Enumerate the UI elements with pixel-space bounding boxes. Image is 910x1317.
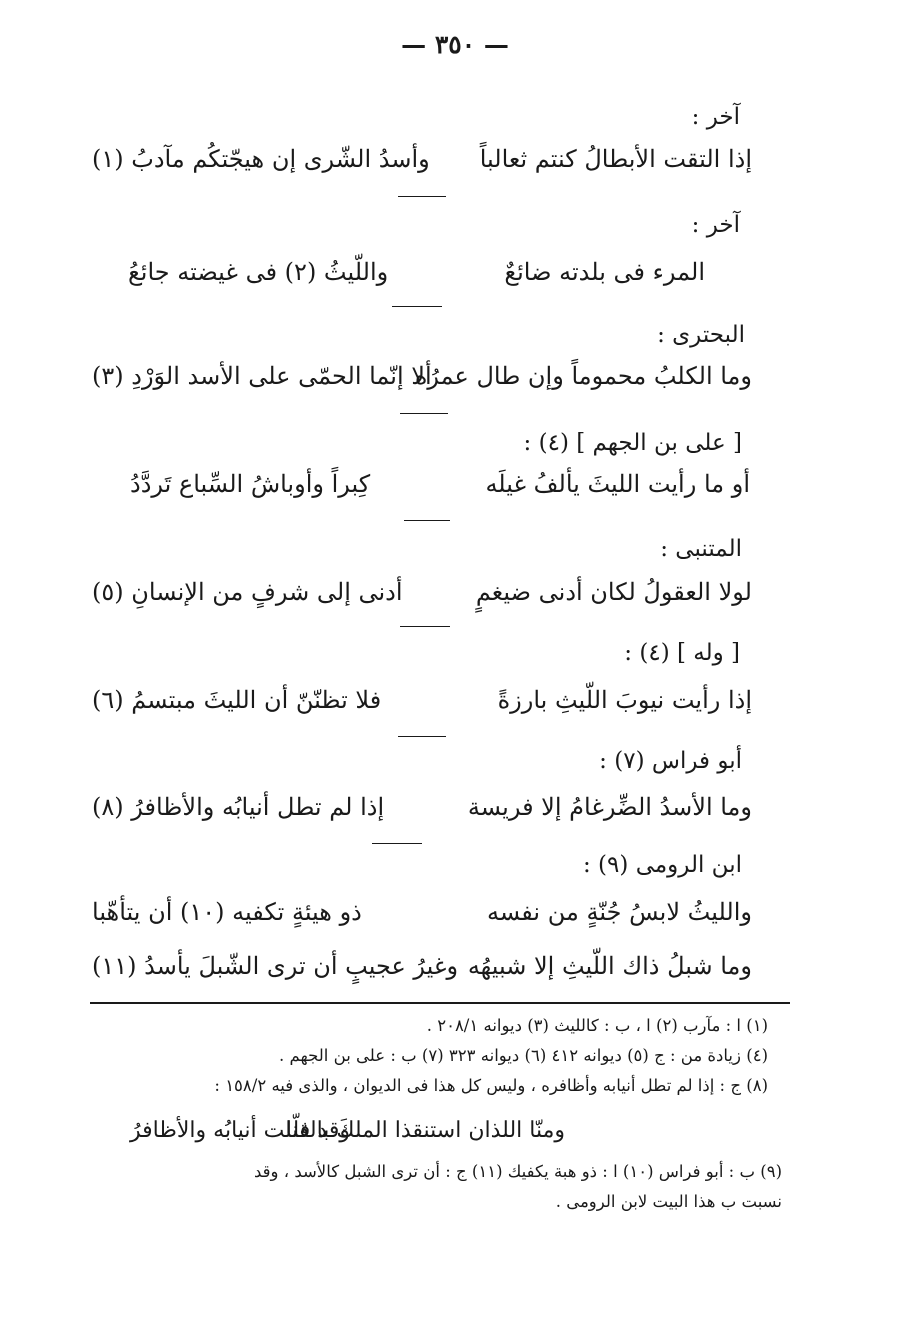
- verse-second-hemistich: كِبراً وأوباشُ السِّباع تَردَّدُ: [130, 470, 371, 498]
- verse-first-hemistich: والليثُ لابسُ جُنّةٍ من نفسه: [487, 898, 752, 926]
- verse-first-hemistich: وما شبلُ ذاك اللّيثِ إلا شبيهُه: [467, 952, 752, 980]
- verse-second-hemistich: وأسدُ الشّرى إن هيجّتكُم مآدبُ (١): [92, 145, 430, 173]
- verse-second-hemistich: ألا إنّما الحمّى على الأسد الوَرْدِ (٣): [92, 362, 432, 390]
- verse-second-hemistich: إذا لم تطل أنيابُه والأظافرُ (٨): [92, 793, 385, 821]
- footnote-verse-first-hemistich: ومنّا اللذان استنقذا الملكَ بالقنا: [285, 1118, 565, 1143]
- page-number: — ٣٥٠ —: [401, 30, 509, 59]
- verse-separator: [404, 520, 450, 521]
- poet-label: [ وله ] (٤) :: [624, 640, 740, 666]
- verse-first-hemistich: إذا رأيت نيوبَ اللّيثِ بارزةً: [497, 686, 752, 714]
- verse-separator: [400, 413, 448, 414]
- poet-label: آخر :: [691, 104, 740, 130]
- verse-second-hemistich: فلا تظنّنّ أن الليثَ مبتسمُ (٦): [92, 686, 382, 714]
- verse-first-hemistich: وما الكلبُ محموماً وإن طال عمرُه: [414, 362, 752, 390]
- poet-label: المتنبى :: [660, 536, 742, 562]
- footnote-line: (٩) ب : أبو فراس (١٠) ا : ذو هبة يكفيك (١١) ج : أن ترى الشبل كالأسد ، وقد: [253, 1162, 782, 1181]
- footnote-line: نسبت ب هذا البيت لابن الرومى .: [555, 1192, 782, 1211]
- verse-separator: [392, 306, 442, 307]
- verse-second-hemistich: ذو هيئةٍ تكفيه (١٠) أن يتأهّبا: [92, 898, 362, 926]
- footnote-verse-second-hemistich: وقد فلّلت أنيابُه والأظافرُ: [130, 1118, 350, 1143]
- footnote-line: (٤) زيادة من : ج (٥) ديوانه ٤١٢ (٦) ديوانه ٣٢٣ (٧) ب : على بن الجهم .: [279, 1046, 768, 1065]
- footnote-line: (١) ا : مآرب (٢) ا ، ب : كالليث (٣) ديوانه ٢٠٨/١ .: [426, 1016, 768, 1035]
- footnote-line: (٨) ج : إذا لم تطل أنيابه وأظافره ، وليس كل هذا فى الديوان ، والذى فيه ١٥٨/٢ :: [214, 1076, 768, 1095]
- verse-separator: [372, 843, 422, 844]
- verse-second-hemistich: وغيرُ عجيبٍ أن ترى الشّبلَ يأسدُ (١١): [92, 952, 459, 980]
- poet-label: البحترى :: [657, 322, 745, 348]
- verse-second-hemistich: أدنى إلى شرفٍ من الإنسانِ (٥): [92, 578, 403, 606]
- poet-label: آخر :: [691, 212, 740, 238]
- poet-label: [ على بن الجهم ] (٤) :: [523, 430, 742, 456]
- verse-second-hemistich: واللّيثُ (٢) فى غيضته جائعُ: [128, 258, 389, 286]
- footnote-rule: [90, 1002, 790, 1004]
- verse-first-hemistich: إذا التقت الأبطالُ كنتم ثعالباً: [479, 145, 752, 173]
- verse-separator: [400, 626, 450, 627]
- verse-first-hemistich: لولا العقولُ لكان أدنى ضيغمٍ: [475, 578, 752, 606]
- poet-label: ابن الرومى (٩) :: [583, 852, 742, 878]
- verse-separator: [398, 736, 446, 737]
- verse-separator: [398, 196, 446, 197]
- verse-first-hemistich: وما الأسدُ الضِّرغامُ إلا فريسة: [467, 793, 752, 821]
- poet-label: أبو فراس (٧) :: [599, 748, 742, 774]
- verse-first-hemistich: أو ما رأيت الليثَ يألفُ غيلَه: [485, 470, 750, 498]
- verse-first-hemistich: المرء فى بلدته ضائعٌ: [504, 258, 705, 286]
